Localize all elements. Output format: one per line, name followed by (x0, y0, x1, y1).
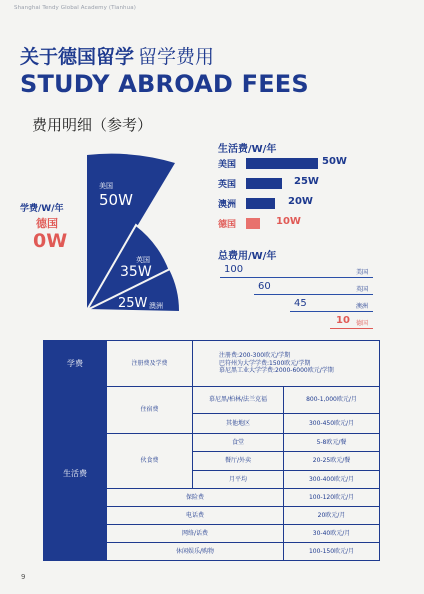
tuition-germany-value: 0W (33, 230, 68, 252)
tuition-label: 学费/W/年 (20, 204, 64, 214)
fees-table (43, 340, 380, 561)
title-main: 关于德国留学 (20, 46, 135, 68)
section-title: 费用明细（参考） (32, 116, 153, 134)
living-value-au: 20W (288, 196, 313, 207)
cost-cell: 30-40欧元/月 (284, 525, 380, 543)
living-country-au: 澳洲 (218, 200, 237, 210)
total-line-de (330, 328, 373, 329)
group-housing: 住宿费 (107, 387, 193, 434)
living-bar-de (246, 218, 260, 229)
total-value-uk: 60 (258, 281, 271, 292)
tuition-line: 慕尼黑工业大学学费:2000-6000欧元/学期 (219, 367, 334, 375)
fan-uk-country: 英国 (136, 256, 150, 264)
fan-usa-country: 美国 (99, 182, 113, 190)
item-internet: 网络/话费 (107, 525, 284, 543)
sub-item: 其他地区 (193, 414, 284, 434)
sub-item: 慕尼黑/柏林/法兰克福 (193, 387, 284, 414)
cost-cell: 800-1,000欧元/月 (284, 387, 380, 414)
living-title: 生活费/W/年 (218, 144, 277, 155)
living-country-usa: 美国 (218, 160, 237, 170)
tuition-germany-name: 德国 (36, 217, 58, 230)
fan-au-country: 澳洲 (149, 302, 163, 310)
title-sub: 留学费用 (138, 46, 215, 68)
tuition-line: 巴符州为大学学费:1500欧元/学期 (219, 359, 311, 367)
cost-cell: 100-120欧元/月 (284, 489, 380, 507)
cost-cell: 100-150欧元/月 (284, 543, 380, 561)
page-number: 9 (21, 573, 26, 581)
item-insurance: 保险费 (107, 489, 284, 507)
fan-uk-value: 35W (120, 264, 152, 280)
cost-cell: 20欧元/月 (284, 507, 380, 525)
living-bar-uk (246, 178, 282, 189)
sub-item: 月平均 (193, 471, 284, 489)
tuition-row (44, 341, 380, 387)
tuition-details (193, 341, 380, 387)
total-line-usa (220, 277, 373, 278)
total-title: 总费用/W/年 (218, 251, 277, 262)
page-title-en: STUDY ABROAD FEES (20, 70, 309, 98)
table-row (44, 387, 380, 414)
sub-item: 餐厅/外卖 (193, 452, 284, 471)
living-value-usa: 50W (322, 156, 347, 167)
group-food: 伙食费 (107, 434, 193, 489)
item-phone: 电话费 (107, 507, 284, 525)
cost-cell: 20-25欧元/餐 (284, 452, 380, 471)
cost-cell: 300-400欧元/月 (284, 471, 380, 489)
fan-usa-value: 50W (99, 191, 133, 209)
total-chart (218, 260, 374, 330)
total-country-usa: 美国 (356, 269, 369, 276)
total-line-uk (254, 294, 373, 295)
total-value-de: 10 (336, 315, 350, 326)
tuition-item: 注册费及学费 (107, 341, 193, 387)
total-country-au: 澳洲 (356, 303, 369, 310)
total-value-au: 45 (294, 298, 307, 309)
total-country-de: 德国 (356, 320, 369, 327)
organization-name: Shanghai Tendy Global Academy (Tianhua) (14, 5, 136, 11)
living-country-de: 德国 (218, 220, 237, 230)
living-value-de: 10W (276, 216, 301, 227)
category-living: 生活费 (44, 387, 107, 561)
item-leisure: 休闲娱乐/购物 (107, 543, 284, 561)
fan-au-value: 25W (118, 296, 148, 311)
tuition-line: 注册费:200-300欧元/学期 (219, 352, 291, 360)
living-value-uk: 25W (294, 176, 319, 187)
total-value-usa: 100 (224, 264, 244, 275)
sub-item: 食堂 (193, 434, 284, 452)
cost-cell: 300-450欧元/月 (284, 414, 380, 434)
total-line-au (290, 311, 373, 312)
cost-cell: 5-8欧元/餐 (284, 434, 380, 452)
living-bar-usa (246, 158, 318, 169)
living-bar-au (246, 198, 275, 209)
total-country-uk: 英国 (356, 286, 369, 293)
category-tuition: 学费 (44, 341, 107, 387)
living-country-uk: 英国 (218, 180, 237, 190)
